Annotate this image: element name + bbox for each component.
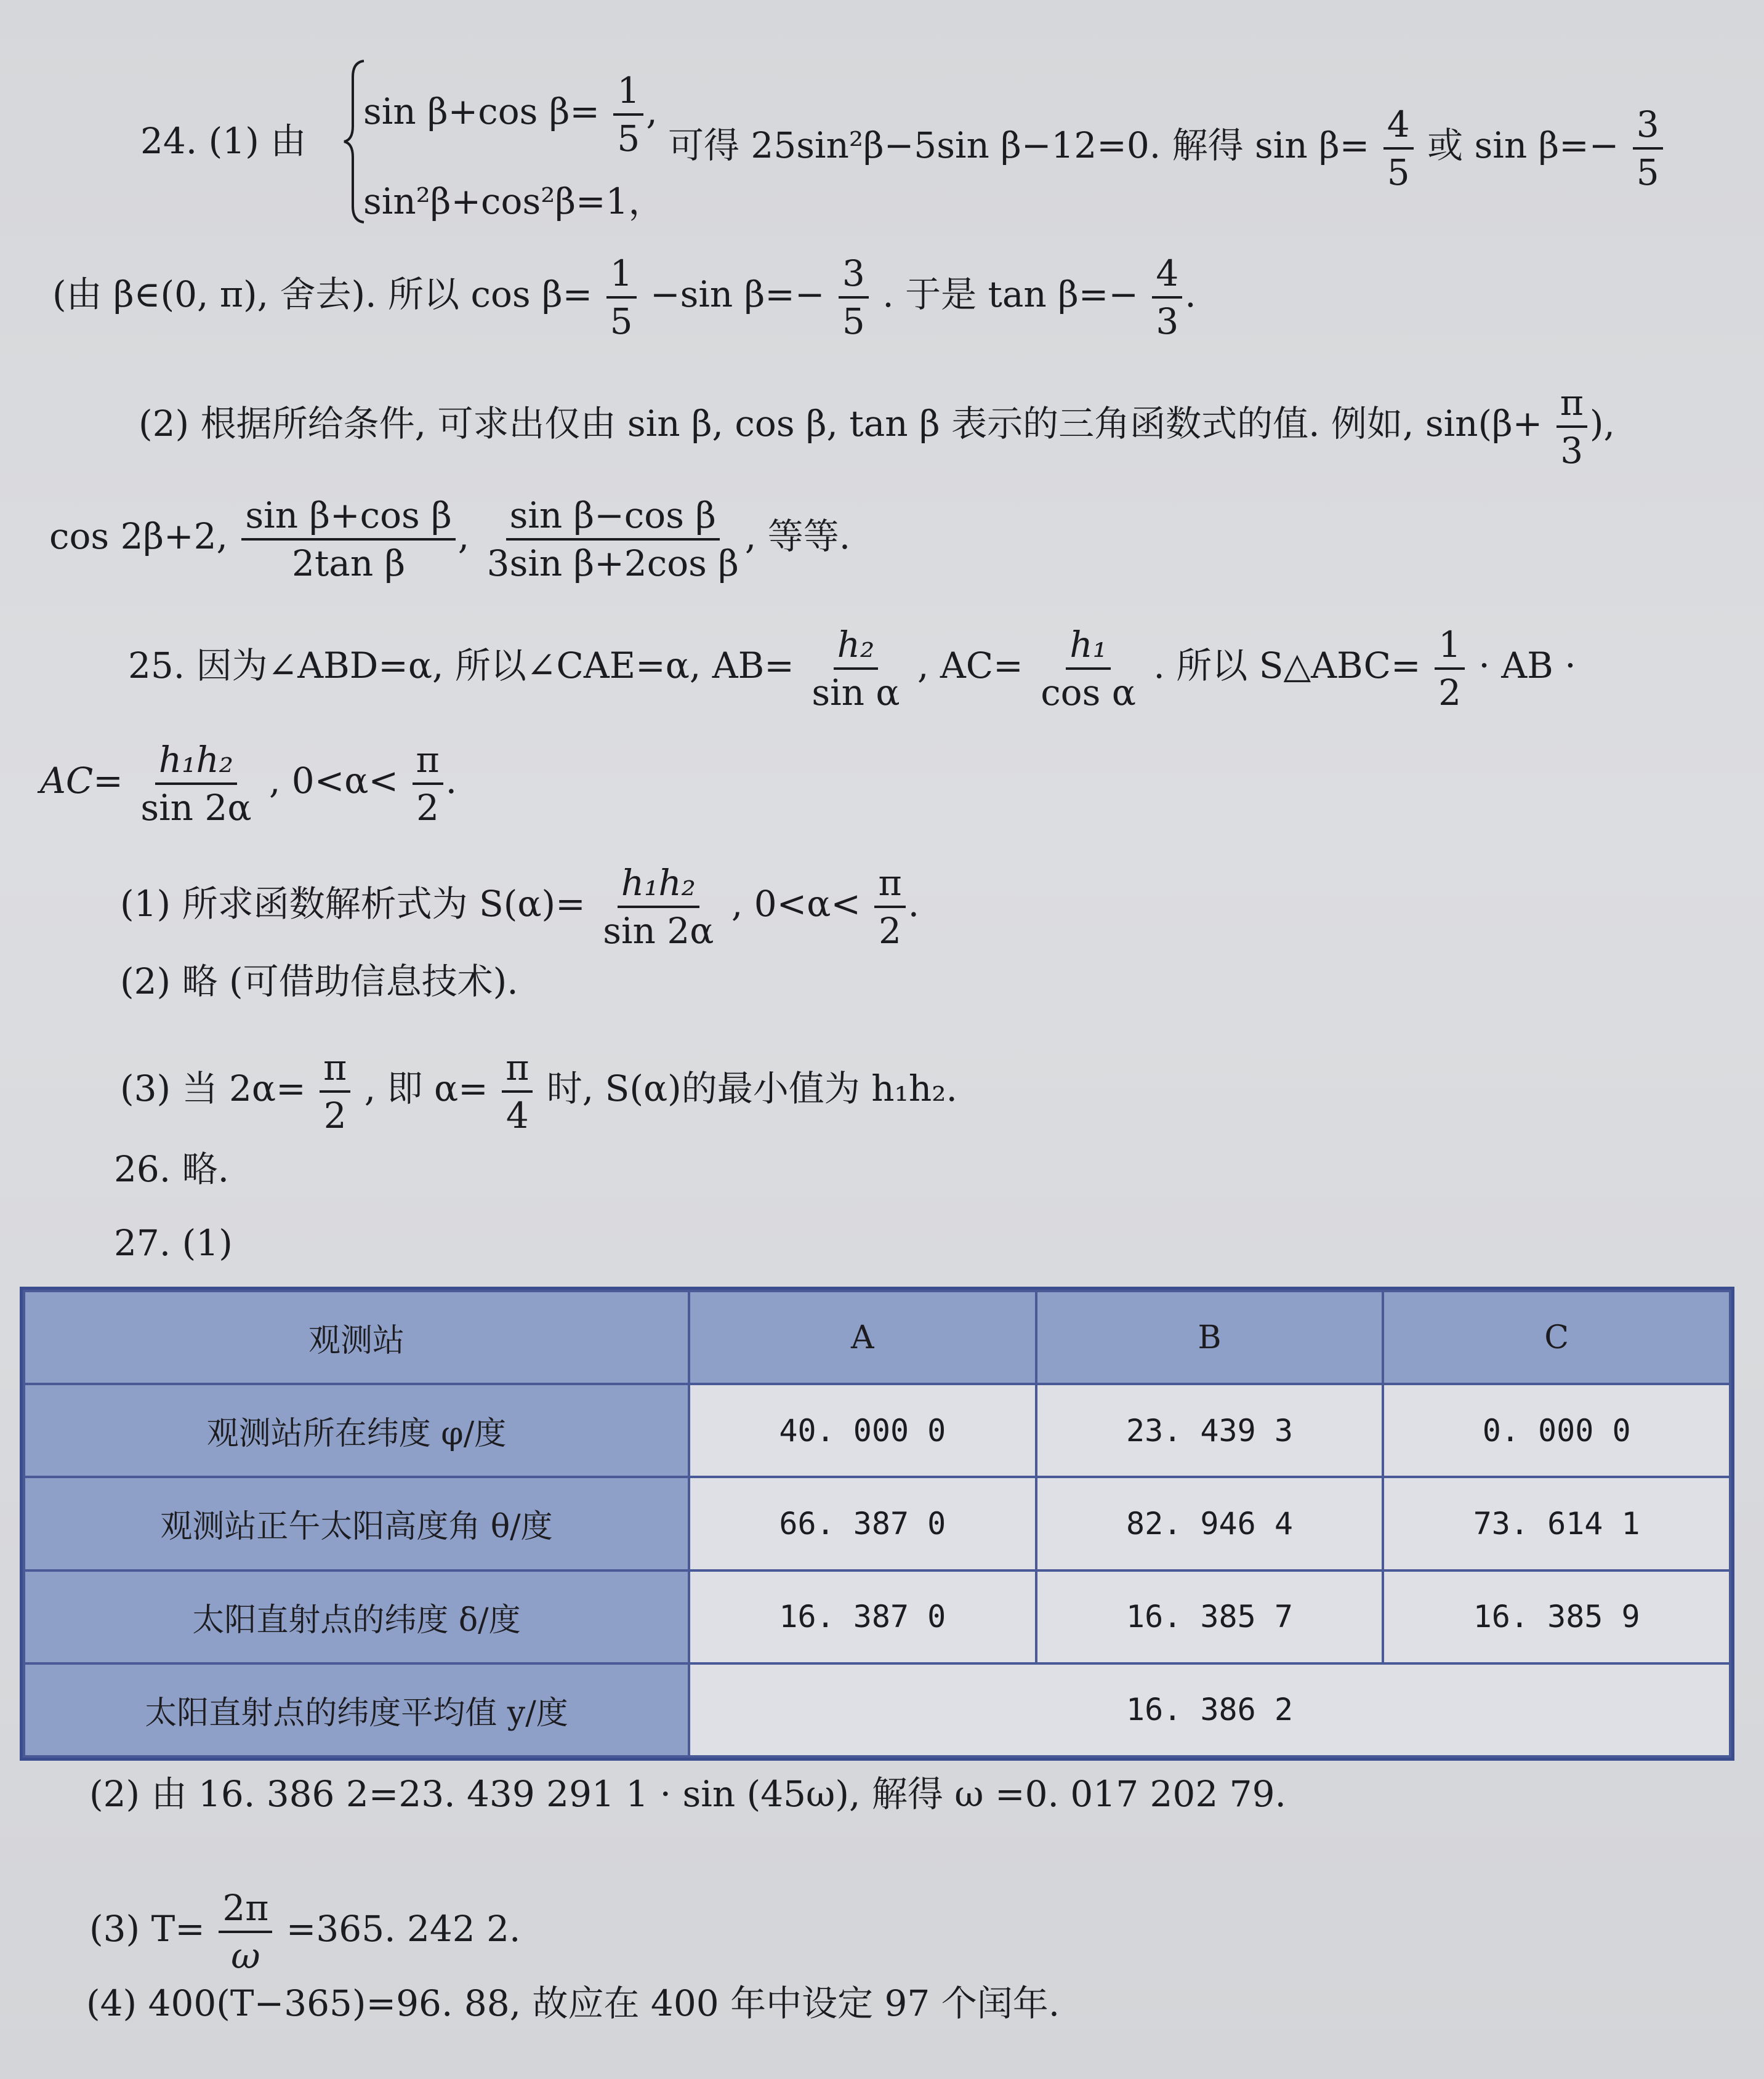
fraction-half: $\frac{1}{2}$ xyxy=(1435,627,1465,710)
table-cell: 40. 000 0 xyxy=(689,1384,1036,1477)
row-label: 观测站正午太阳高度角 θ/度 xyxy=(24,1477,689,1570)
fraction-3-5: $\frac{3}{5}$ xyxy=(1633,107,1663,190)
system-eq2: sin²β+cos²β=1， xyxy=(363,180,664,222)
q27-s3: (3) T= $\frac{2\pi}{\omega}$ =365. 242 2. xyxy=(89,1887,521,1977)
fraction-1-5-b: $\frac{1}{5}$ xyxy=(606,255,637,339)
table-cell: 0. 000 0 xyxy=(1383,1384,1730,1477)
table-row xyxy=(24,1663,1730,1756)
fraction-1-5: $\frac{1}{5}$ xyxy=(613,73,643,156)
fraction-h1h2: $\frac{\text{h₁h₂}}{\sin 2\alpha}$ xyxy=(140,739,252,829)
fraction-h2-sin: $\frac{\text{h₂}}{\text{sin α}}$ xyxy=(812,624,900,714)
row-label: 观测站所在纬度 φ/度 xyxy=(24,1384,689,1477)
fraction-4-5: $\frac{4}{5}$ xyxy=(1383,107,1414,190)
table-cell: 16. 385 7 xyxy=(1036,1570,1383,1663)
q25-line1: 25. 因为∠ABD=α, 所以∠CAE=α, AB= $\frac{\text{h₂}}{\text{sin α}}$ , AC= $\frac{\text{h₁}}{\text{cos α}}$ . 所以 S△ABC= $\frac{1}{2}$ · AB · xyxy=(128,624,1576,714)
system-eq1: sin β+cos β= $\frac{1}{5}$ , xyxy=(363,70,658,159)
q26: 26. 略. xyxy=(114,1148,230,1190)
left-brace-icon xyxy=(342,58,366,225)
table-header-row xyxy=(24,1291,1730,1384)
fraction-h1h2-b: $\frac{\text{h₁h₂}}{\sin 2\alpha}$ xyxy=(603,862,714,952)
table-row xyxy=(24,1384,1730,1477)
table-cell: 16. 387 0 xyxy=(689,1570,1036,1663)
q24-p2-line1: (2) 根据所给条件, 可求出仅由 sin β, cos β, tan β 表示的三角函数式的值. 例如, sin(β+ $\frac{\pi}{3}$ ), xyxy=(139,382,1615,472)
table-cell: 73. 614 1 xyxy=(1383,1477,1730,1570)
fraction-3-5-b: $\frac{3}{5}$ xyxy=(839,255,869,339)
observation-table xyxy=(20,1287,1734,1761)
table-row xyxy=(24,1477,1730,1570)
table-cell: 66. 387 0 xyxy=(689,1477,1036,1570)
table-row xyxy=(24,1570,1730,1663)
table-header-cell: C xyxy=(1383,1291,1730,1384)
q25-s2: (2) 略 (可借助信息技术). xyxy=(120,960,518,1002)
fraction-4-3: $\frac{4}{3}$ xyxy=(1152,255,1182,339)
table-cell: 16. 385 9 xyxy=(1383,1570,1730,1663)
fraction-h1-cos: $\frac{\text{h₁}}{\text{cos α}}$ xyxy=(1041,624,1136,714)
q25-s1: (1) 所求函数解析式为 S(α)= $\frac{\text{h₁h₂}}{\sin 2\alpha}$ , 0<α< $\frac{\pi}{2}$ . xyxy=(120,862,919,952)
q27-s2: (2) 由 16. 386 2=23. 439 291 1 · sin (45ω), 解得 ω =0. 017 202 79. xyxy=(89,1773,1286,1815)
q24-intro: 24. (1) 由 xyxy=(140,120,307,162)
fraction-pi-3: $\frac{\pi}{3}$ xyxy=(1557,385,1587,468)
table-header-cell: B xyxy=(1036,1291,1383,1384)
row-label: 太阳直射点的纬度 δ/度 xyxy=(24,1570,689,1663)
fraction-expr-2: $\frac{\text{sin β−cos β}}{\text{3sin β+2cos β}}$ xyxy=(486,494,739,584)
table-cell-average: 16. 386 2 xyxy=(689,1663,1730,1756)
row-label: 太阳直射点的纬度平均值 y/度 xyxy=(24,1663,689,1756)
table-header-cell: A xyxy=(689,1291,1036,1384)
q24-p1-mid: 可得 25sin²β−5sin β−12=0. 解得 sin β= $\frac{4}{5}$ 或 sin β=− $\frac{3}{5}$ xyxy=(668,107,1665,190)
q27-s4: (4) 400(T−365)=96. 88, 故应在 400 年中设定 97 个闰年. xyxy=(86,1982,1060,2024)
fraction-pi-2-b: $\frac{\pi}{2}$ xyxy=(874,865,905,949)
fraction-pi-2: $\frac{\pi}{2}$ xyxy=(413,742,443,826)
q24-p2-line2: cos 2β+2, $\frac{\text{sin β+cos β}}{\text{2tan β}}$ , $\frac{\text{sin β−cos β}}{\text{3sin β+2cos β}}$ , 等等. xyxy=(49,494,851,584)
fraction-pi-2-c: $\frac{\pi}{2}$ xyxy=(320,1050,350,1133)
q27-head: 27. (1) xyxy=(114,1222,233,1264)
table-cell: 23. 439 3 xyxy=(1036,1384,1383,1477)
fraction-expr-1: $\frac{\text{sin β+cos β}}{\text{2tan β}}$ xyxy=(241,497,455,581)
q24-p1-line2: (由 β∈(0, π), 舍去). 所以 cos β= $\frac{1}{5}$ −sin β=− $\frac{3}{5}$ . 于是 tan β=− $\frac{4}{3}$ . xyxy=(52,252,1196,342)
q25-s3: (3) 当 2α= $\frac{\pi}{2}$ , 即 α= $\frac{\pi}{4}$ 时, S(α)的最小值为 h₁h₂. xyxy=(120,1047,957,1136)
fraction-2pi-omega: $\frac{2\pi}{\omega}$ xyxy=(219,1890,272,1974)
fraction-pi-4: $\frac{\pi}{4}$ xyxy=(502,1050,533,1133)
table-cell: 82. 946 4 xyxy=(1036,1477,1383,1570)
table-header-cell: 观测站 xyxy=(24,1291,689,1384)
q25-line2: AC= $\frac{\text{h₁h₂}}{\sin 2\alpha}$ , 0<α< $\frac{\pi}{2}$ . xyxy=(40,739,457,829)
